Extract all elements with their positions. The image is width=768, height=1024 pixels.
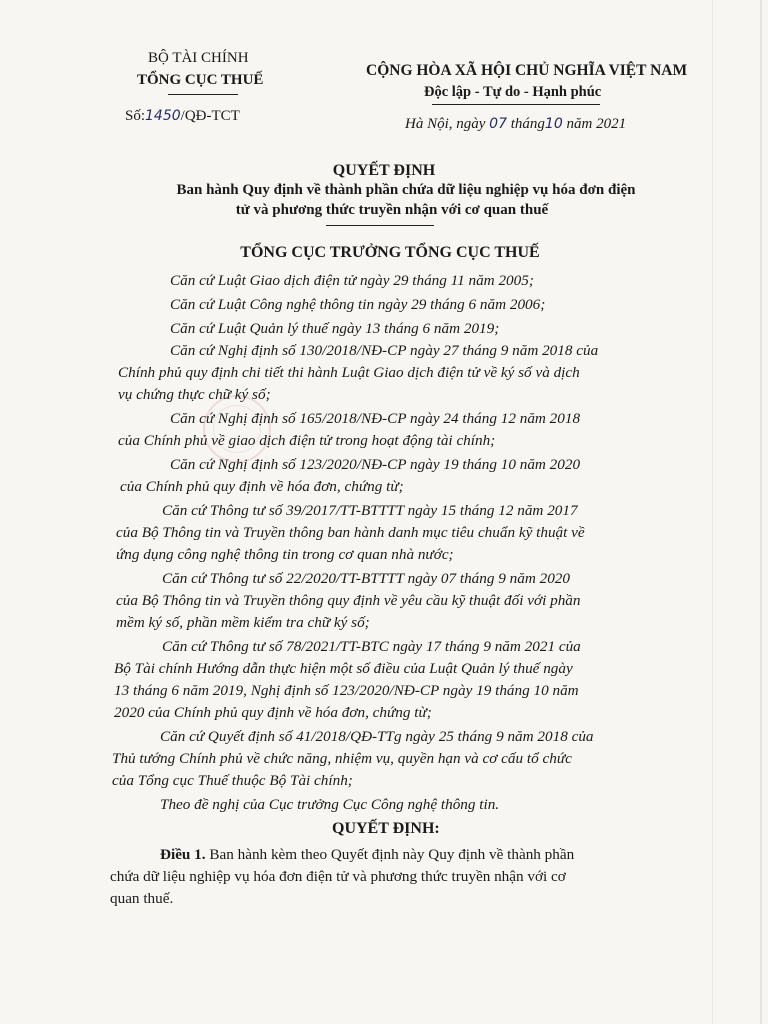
preamble-line: Căn cứ Nghị định số 130/2018/NĐ-CP ngày 27 tháng 9 năm 2018 của [170,342,599,359]
preamble-line: Căn cứ Nghị định số 165/2018/NĐ-CP ngày 24 tháng 12 năm 2018 [170,410,581,427]
article-1-label: Điều 1. [160,846,206,863]
day-handwritten: 07 [489,116,507,132]
issuing-authority: TỔNG CỤC TRƯỞNG TỔNG CỤC THUẾ [240,244,540,261]
preamble-line: Căn cứ Luật Quản lý thuế ngày 13 tháng 6 năm 2019; [170,320,500,337]
preamble-line: Căn cứ Quyết định số 41/2018/QĐ-TTg ngày 25 tháng 9 năm 2018 của [160,728,594,745]
preamble-line: Bộ Tài chính Hướng dẫn thực hiện một số điều của Luật Quản lý thuế ngày [114,660,573,677]
preamble-line: của Bộ Thông tin và Truyền thông quy định về yêu cầu kỹ thuật đối với phần [116,592,581,609]
preamble-line: 2020 của Chính phủ quy định về hóa đơn, chứng từ; [114,704,432,721]
country-name: CỘNG HÒA XÃ HỘI CHỦ NGHĨA VIỆT NAM [366,62,688,79]
faint-seal-stamp [203,395,271,463]
title-underline [326,225,434,226]
page-fold-shadow [712,0,713,1024]
article-1-line-2: chứa dữ liệu nghiệp vụ hóa đơn điện tử và phương thức truyền nhận với cơ [110,868,566,885]
preamble-line: ứng dụng công nghệ thông tin trong cơ quan nhà nước; [116,546,454,563]
article-1-text-start: Ban hành kèm theo Quyết định này Quy định về thành phần [205,846,575,863]
preamble-line: của Chính phủ về giao dịch điện tử trong hoạt động tài chính; [118,432,496,449]
year-label: năm 2021 [566,116,627,132]
preamble-line: của Bộ Thông tin và Truyền thông ban hành danh mục tiêu chuẩn kỹ thuật về [116,524,585,541]
preamble-line: Thủ tướng Chính phủ về chức năng, nhiệm vụ, quyền hạn và cơ cấu tổ chức [112,750,572,767]
document-number [125,108,240,125]
article-1-line-1 [160,846,574,864]
preamble-line: Chính phủ quy định chi tiết thi hành Luật Giao dịch điện tử về ký số và dịch [118,364,580,381]
month-label: tháng [510,116,545,132]
subtitle-line-1: Ban hành Quy định về thành phần chứa dữ liệu nghiệp vụ hóa đơn điện [176,182,636,198]
department-underline [168,94,238,95]
preamble-line: Căn cứ Thông tư số 39/2017/TT-BTTTT ngày 15 tháng 12 năm 2017 [162,502,578,519]
department-name: TỔNG CỤC THUẾ [137,72,264,88]
national-motto: Độc lập - Tự do - Hạnh phúc [424,84,602,100]
preamble-line: 13 tháng 6 năm 2019, Nghị định số 123/2020/NĐ-CP ngày 19 tháng 10 năm [114,682,579,699]
preamble-line: của Tổng cục Thuế thuộc Bộ Tài chính; [112,772,353,789]
preamble-line: Theo đề nghị của Cục trưởng Cục Công nghệ thông tin. [160,796,500,813]
ministry-name: BỘ TÀI CHÍNH [148,50,249,66]
number-suffix: /QĐ-TCT [180,108,240,124]
preamble-line: Căn cứ Thông tư số 22/2020/TT-BTTTT ngày 07 tháng 9 năm 2020 [162,570,570,587]
issue-date [405,116,626,133]
preamble-line: Căn cứ Luật Giao dịch điện tử ngày 29 tháng 11 năm 2005; [170,272,534,289]
preamble-line: Căn cứ Luật Công nghệ thông tin ngày 29 tháng 6 năm 2006; [170,296,546,313]
preamble-line: của Chính phủ quy định về hóa đơn, chứng từ; [120,478,404,495]
subtitle-line-2: tử và phương thức truyền nhận với cơ quan thuế [235,202,549,218]
decision-heading: QUYẾT ĐỊNH: [332,820,440,837]
preamble-line: Căn cứ Thông tư số 78/2021/TT-BTC ngày 17 tháng 9 năm 2021 của [162,638,581,655]
month-handwritten: 10 [544,116,563,132]
preamble-line: mềm ký số, phần mềm kiểm tra chữ ký số; [116,614,370,631]
preamble-line: vụ chứng thực chữ ký số; [118,386,271,403]
preamble-line: Căn cứ Nghị định số 123/2020/NĐ-CP ngày 19 tháng 10 năm 2020 [170,456,581,473]
number-handwritten: 1450 [145,108,181,124]
date-city: Hà Nội, ngày [405,116,486,132]
article-1-line-3: quan thuế. [110,890,174,907]
page-edge-shadow [760,0,762,1024]
motto-underline [432,104,600,105]
number-prefix: Số: [125,108,146,124]
document-title: QUYẾT ĐỊNH [332,162,436,179]
